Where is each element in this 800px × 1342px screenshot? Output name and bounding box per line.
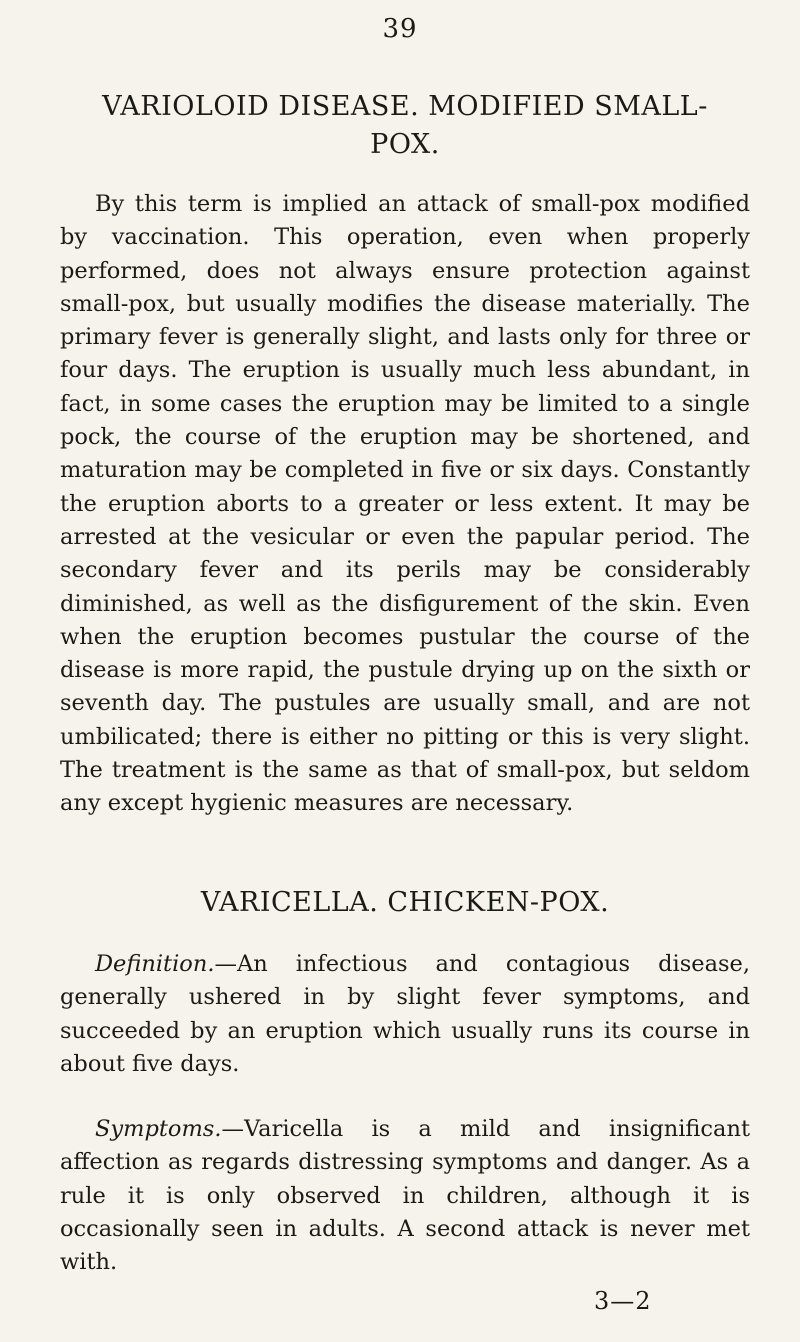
page-number: 39 [382,14,418,44]
heading-line-1: VARIOLOID DISEASE. MODIFIED SMALL- [102,91,708,122]
definition-text: —An infectious and contagious disease, generally ushered in by slight fever symptoms, and succeeded by an eruption which usually runs its course in about five days. [60,951,750,1077]
section-heading-varicella: VARICELLA. CHICKEN-POX. [200,887,610,918]
symptoms-text: —Varicella is a mild and insignificant affection as regards distressing symptoms and danger. As a rule it is only observed in children, although it is occasionally seen in adults. A second attack is never met with. [60,1116,750,1276]
signature-mark: 3—2 [594,1287,652,1315]
section-heading-varioloid [60,88,750,164]
varioloid-paragraph: By this term is implied an attack of small-pox modified by vaccination. This operation, even when properly performed, does not always ensure protection against small-pox, but usually modifies the disease materially. The primary fever is generally slight, and lasts only for three or four days. The eruption is usually much less abundant, in fact, in some cases the eruption may be limited to a single pock, the course of the eruption may be shortened, and maturation may be completed in five or six days. Constantly the eruption aborts to a greater or less extent. It may be arrested at the vesicular or even the papular period. The secondary fever and its perils may be considerably diminished, as well as the disfigurement of the skin. Even when the eruption becomes pustular the course of the disease is more rapid, the pustule drying up on the sixth or seventh day. The pustules are usually small, and are not umbilicated; there is either no pitting or this is very slight. The treatment is the same as that of small-pox, but seldom any except hygienic measures are necessary. [60,191,750,817]
symptoms-paragraph [60,1113,750,1279]
definition-paragraph [60,948,750,1081]
heading-line-2: POX. [370,129,440,160]
symptoms-label: Symptoms. [95,1116,222,1142]
definition-label: Definition. [95,951,215,977]
